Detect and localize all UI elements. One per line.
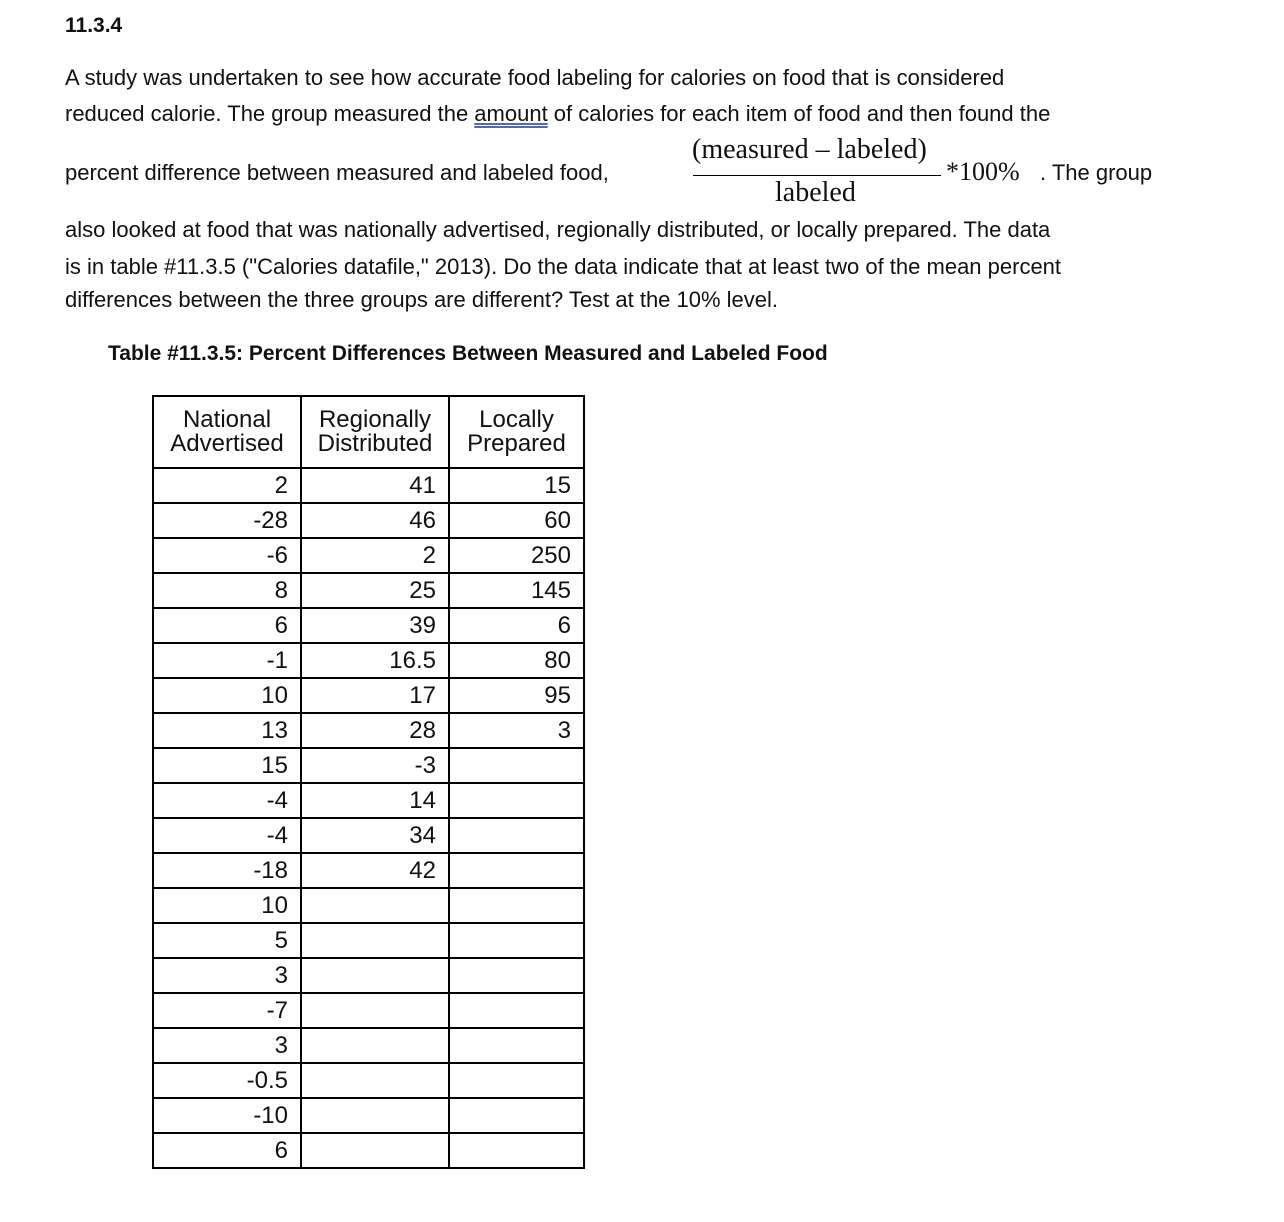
- table-cell: -4: [153, 783, 301, 818]
- paragraph-line-4: also looked at food that was nationally advertised, regionally distributed, or locally prepared. The data: [65, 217, 1051, 242]
- table-row: [153, 783, 584, 818]
- table-row: [153, 538, 584, 573]
- table-cell: [449, 853, 584, 888]
- table-cell: 14: [301, 783, 449, 818]
- table-cell: 3: [153, 958, 301, 993]
- table-cell: -6: [153, 538, 301, 573]
- table-row: [153, 503, 584, 538]
- paragraph-line-2: [65, 96, 1050, 132]
- table-cell: -10: [153, 1098, 301, 1133]
- paragraph-line-1: A study was undertaken to see how accurate food labeling for calories on food that is considered: [65, 65, 1005, 90]
- table-row: [153, 853, 584, 888]
- table-cell: 15: [153, 748, 301, 783]
- table-cell: [301, 1133, 449, 1168]
- table-cell: 6: [153, 608, 301, 643]
- table-cell: 34: [301, 818, 449, 853]
- line2-pre: reduced calorie. The group measured the: [65, 101, 475, 126]
- paragraph-line-3-tail: . The group: [1040, 160, 1153, 185]
- table-cell: 5: [153, 923, 301, 958]
- table-cell: [449, 1028, 584, 1063]
- table-cell: 41: [301, 468, 449, 503]
- table-cell: [449, 1098, 584, 1133]
- table-row: [153, 923, 584, 958]
- table-cell: [301, 993, 449, 1028]
- table-row: [153, 608, 584, 643]
- table-cell: 8: [153, 573, 301, 608]
- table-cell: 6: [449, 608, 584, 643]
- formula-denominator: labeled: [775, 177, 856, 208]
- table-row: [153, 1133, 584, 1168]
- table-row: [153, 993, 584, 1028]
- table-cell: [449, 888, 584, 923]
- table-row: [153, 818, 584, 853]
- table-cell: [449, 818, 584, 853]
- table-cell: -7: [153, 993, 301, 1028]
- formula-numerator: (measured – labeled): [692, 134, 927, 165]
- underlined-word: amount: [474, 101, 548, 126]
- table-cell: 25: [301, 573, 449, 608]
- table-cell: -0.5: [153, 1063, 301, 1098]
- table-cell: -4: [153, 818, 301, 853]
- table-row: [153, 678, 584, 713]
- table-cell: 10: [153, 678, 301, 713]
- table-cell: [449, 993, 584, 1028]
- table-cell: [301, 888, 449, 923]
- table-cell: 95: [449, 678, 584, 713]
- table-cell: 10: [153, 888, 301, 923]
- header-national-advertised: National Advertised: [153, 396, 301, 468]
- problem-number: 11.3.4: [65, 14, 123, 37]
- table-cell: 15: [449, 468, 584, 503]
- table-cell: [449, 958, 584, 993]
- paragraph-line-3: percent difference between measured and labeled food,: [65, 160, 609, 185]
- table-cell: [301, 1063, 449, 1098]
- table-cell: 60: [449, 503, 584, 538]
- paragraph-line-6: differences between the three groups are different? Test at the 10% level.: [65, 287, 779, 312]
- table-cell: 250: [449, 538, 584, 573]
- table-row: [153, 1063, 584, 1098]
- table-row: [153, 888, 584, 923]
- table-cell: 6: [153, 1133, 301, 1168]
- table-row: [153, 748, 584, 783]
- table-cell: 39: [301, 608, 449, 643]
- table-cell: 16.5: [301, 643, 449, 678]
- table-cell: 80: [449, 643, 584, 678]
- table-cell: 42: [301, 853, 449, 888]
- table-cell: [449, 1133, 584, 1168]
- table-cell: 3: [153, 1028, 301, 1063]
- table-cell: -3: [301, 748, 449, 783]
- table-cell: 2: [301, 538, 449, 573]
- table-cell: [301, 958, 449, 993]
- table-row: [153, 573, 584, 608]
- formula-multiplier: *100%: [946, 157, 1020, 186]
- table-cell: [449, 1063, 584, 1098]
- table-cell: [449, 783, 584, 818]
- table-header-row: [153, 396, 584, 468]
- table-cell: [301, 1028, 449, 1063]
- table-cell: [449, 923, 584, 958]
- table-cell: 2: [153, 468, 301, 503]
- data-table: [152, 395, 585, 1169]
- table-cell: 46: [301, 503, 449, 538]
- table-cell: 17: [301, 678, 449, 713]
- table-cell: [449, 748, 584, 783]
- table-row: [153, 1098, 584, 1133]
- table-cell: 145: [449, 573, 584, 608]
- table-row: [153, 643, 584, 678]
- table-row: [153, 713, 584, 748]
- table-cell: [301, 923, 449, 958]
- table-cell: [301, 1098, 449, 1133]
- table-cell: -28: [153, 503, 301, 538]
- table-cell: 28: [301, 713, 449, 748]
- line2-post: of calories for each item of food and then found the: [547, 101, 1051, 126]
- header-locally-prepared: Locally Prepared: [449, 396, 584, 468]
- table-row: [153, 958, 584, 993]
- table-cell: -18: [153, 853, 301, 888]
- table-row: [153, 1028, 584, 1063]
- header-regionally-distributed: Regionally Distributed: [301, 396, 449, 468]
- table-title: Table #11.3.5: Percent Differences Between Measured and Labeled Food: [108, 342, 828, 365]
- table-cell: 13: [153, 713, 301, 748]
- paragraph-line-5: is in table #11.3.5 ("Calories datafile," 2013). Do the data indicate that at least two of the mean percent: [65, 254, 1062, 279]
- table-cell: 3: [449, 713, 584, 748]
- fraction-bar: [693, 175, 941, 176]
- table-cell: -1: [153, 643, 301, 678]
- table-row: [153, 468, 584, 503]
